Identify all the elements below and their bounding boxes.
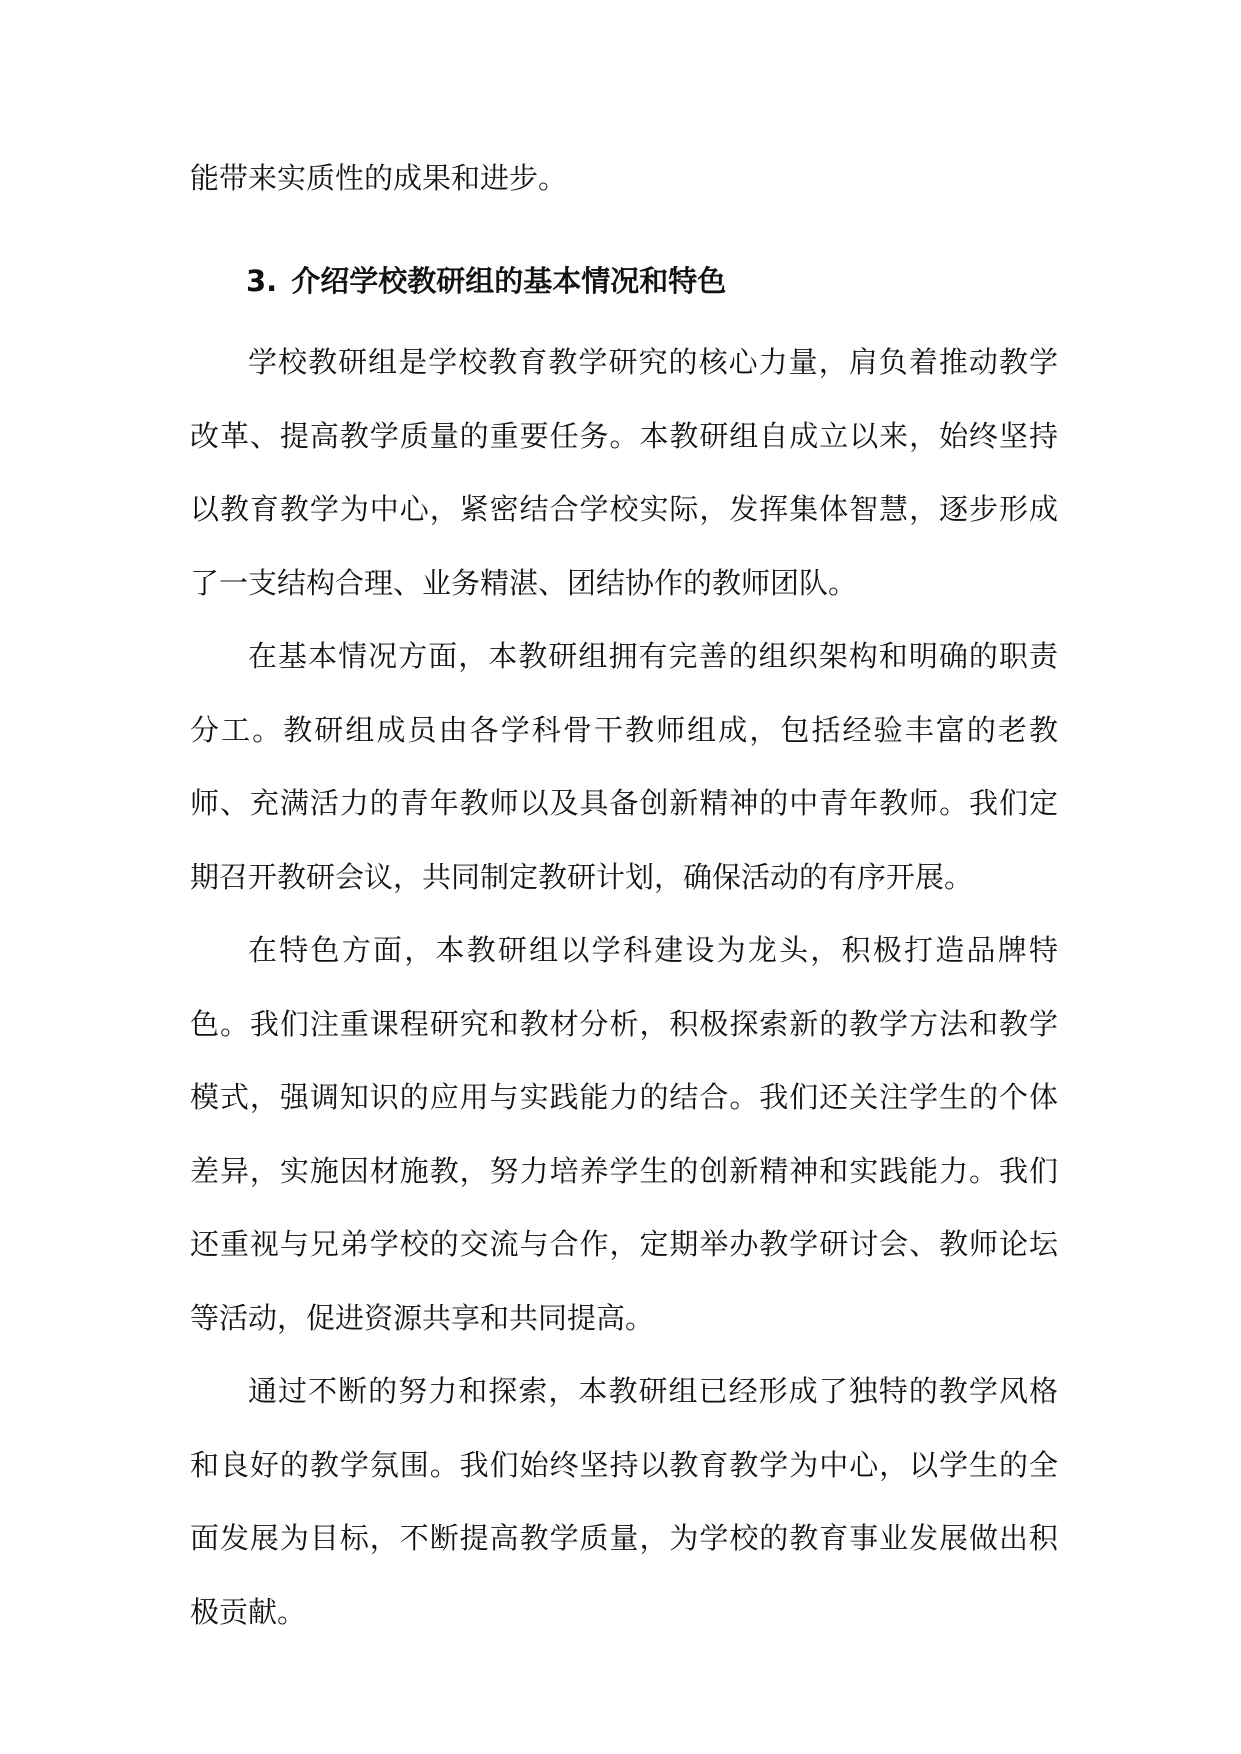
document-body (190, 142, 1058, 1649)
continuation-paragraph: 能带来实质性的成果和进步。 (190, 161, 568, 195)
paragraph-overview: 学校教研组是学校教育教学研究的核心力量，肩负着推动教学改革、提高教学质量的重要任务。本教研组自成立以来，始终坚持以教育教学为中心，紧密结合学校实际，发挥集体智慧，逐步形成了一支结构合理、业务精湛、团结协作的教师团队。 (190, 345, 1058, 600)
paragraph-features: 在特色方面，本教研组以学科建设为龙头，积极打造品牌特色。我们注重课程研究和教材分析，积极探索新的教学方法和教学模式，强调知识的应用与实践能力的结合。我们还关注学生的个体差异，实施因材施教，努力培养学生的创新精神和实践能力。我们还重视与兄弟学校的交流与合作，定期举办教学研讨会、教师论坛等活动，促进资源共享和共同提高。 (190, 933, 1058, 1335)
paragraph-conclusion: 通过不断的努力和探索，本教研组已经形成了独特的教学风格和良好的教学氛围。我们始终坚持以教育教学为中心，以学生的全面发展为目标，不断提高教学质量，为学校的教育事业发展做出积极贡献。 (190, 1374, 1058, 1629)
section-number: 3. (246, 263, 278, 298)
paragraph-basic-situation: 在基本情况方面，本教研组拥有完善的组织架构和明确的职责分工。教研组成员由各学科骨干教师组成，包括经验丰富的老教师、充满活力的青年教师以及具备创新精神的中青年教师。我们定期召开教研会议，共同制定教研计划，确保活动的有序开展。 (190, 639, 1058, 894)
section-title: 介绍学校教研组的基本情况和特色 (291, 263, 727, 298)
section-heading (190, 216, 1058, 327)
